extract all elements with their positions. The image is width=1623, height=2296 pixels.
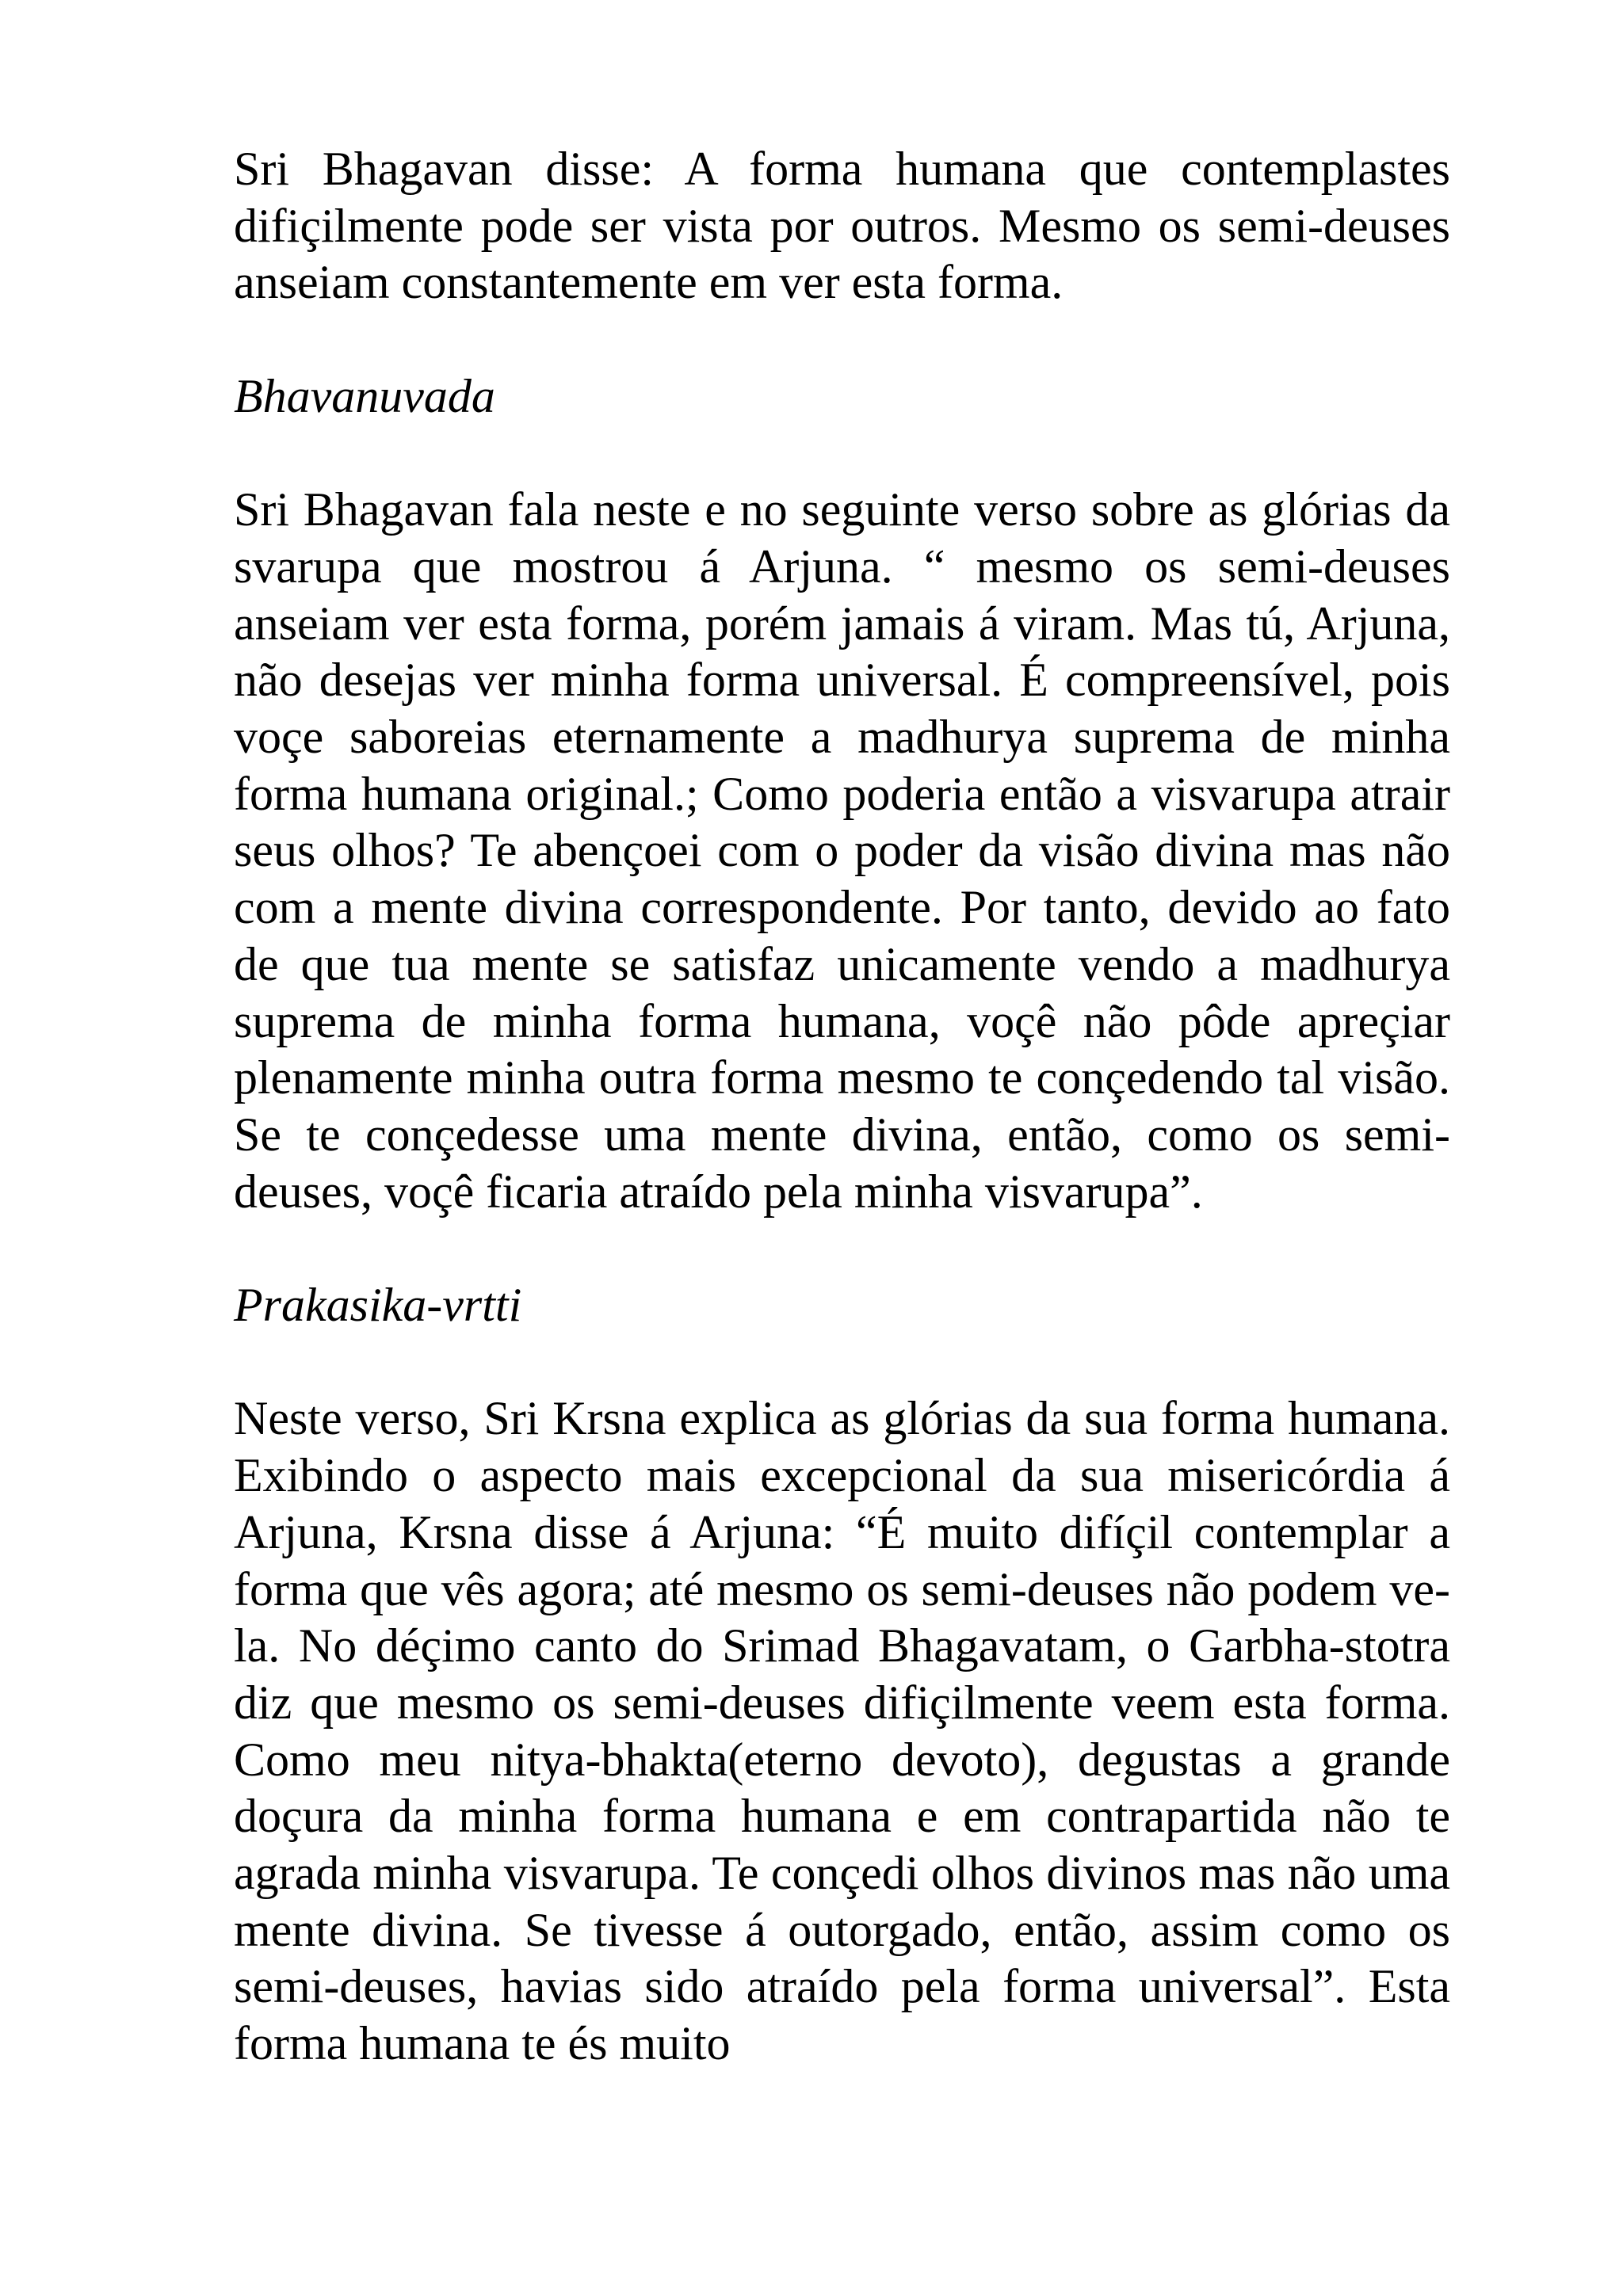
paragraph-verse-translation: Sri Bhagavan disse: A forma humana que contemplastes difiçilmente pode ser vista por outros. Mesmo os semi-deuses anseiam constantemente em ver esta forma. <box>234 143 1450 309</box>
spacer <box>234 1220 1450 1277</box>
paragraph-bhavanuvada: Sri Bhagavan fala neste e no seguinte verso sobre as glórias da svarupa que mostrou á Arjuna. “ mesmo os semi-deuses anseiam ver esta forma, porém jamais á viram. Mas tú, Arjuna, não desejas ver minha forma universal. É compreensível, pois voçe saboreias eternamente a madhurya suprema de minha forma humana original.; Como poderia então a visvarupa atrair seus olhos? Te abençoei com o poder da visão divina mas não com a mente divina correspondente. Por tanto, devido ao fato de que tua mente se satisfaz unicamente vendo a madhurya suprema de minha forma humana, voçê não pôde apreçiar plenamente minha outra forma mesmo te conçedendo tal visão. Se te conçedesse uma mente divina, então, como os semi-deuses, voçê ficaria atraído pela minha visvarupa”. <box>234 483 1450 1218</box>
paragraph-prakasika-vrtti: Neste verso, Sri Krsna explica as glórias da sua forma humana. Exibindo o aspecto mais excepcional da sua misericórdia á Arjuna, Krsna disse á Arjuna: “É muito difíçil contemplar a forma que vês agora; até mesmo os semi-deuses não podem ve-la. No déçimo canto do Srimad Bhagavatam, o Garbha-stotra diz que mesmo os semi-deuses difiçilmente veem esta forma. Como meu nitya-bhakta(eterno devoto), degustas a grande doçura da minha forma humana e em contrapartida não te agrada minha visvarupa. Te conçedi olhos divinos mas não uma mente divina. Se tivesse á outorgado, então, assim como os semi-deuses, havias sido atraído pela forma universal”. Esta forma humana te és muito <box>234 1392 1450 2070</box>
spacer <box>234 311 1450 368</box>
section-heading-prakasika-vrtti: Prakasika-vrtti <box>234 1279 522 1332</box>
spacer <box>234 1334 1450 1391</box>
section-heading-bhavanuvada: Bhavanuvada <box>234 369 495 422</box>
spacer <box>234 425 1450 482</box>
